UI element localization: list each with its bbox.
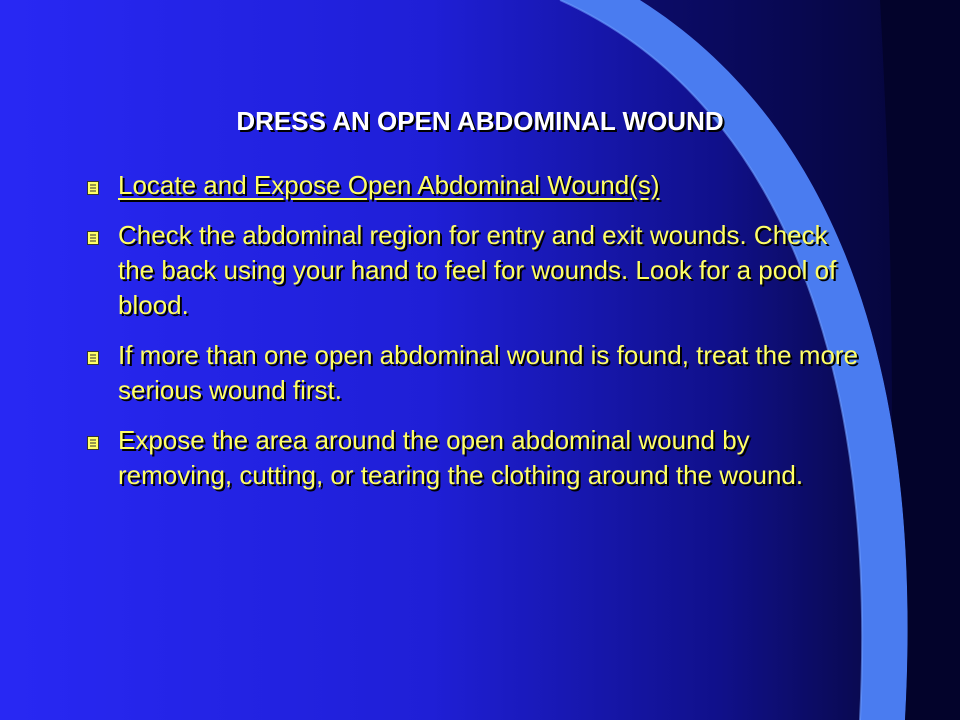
bullet-text: Locate and Expose Open Abdominal Wound(s) [118,170,660,200]
bullet-text: Expose the area around the open abdominal wound by removing, cutting, or tearing the clothing around the wound. [118,425,804,490]
square-bullet-icon [87,181,99,195]
bullet-text: If more than one open abdominal wound is found, treat the more serious wound first. [118,340,859,405]
list-item [87,218,867,323]
list-item [87,338,867,408]
slide-title: DRESS AN OPEN ABDOMINAL WOUND [236,106,724,136]
list-item [87,423,867,493]
bullet-list [87,168,867,508]
square-bullet-icon [87,351,99,365]
bullet-text: Check the abdominal region for entry and exit wounds. Check the back using your hand to feel for wounds. Look for a pool of blood. [118,220,837,320]
square-bullet-icon [87,231,99,245]
list-item [87,168,867,203]
square-bullet-icon [87,436,99,450]
